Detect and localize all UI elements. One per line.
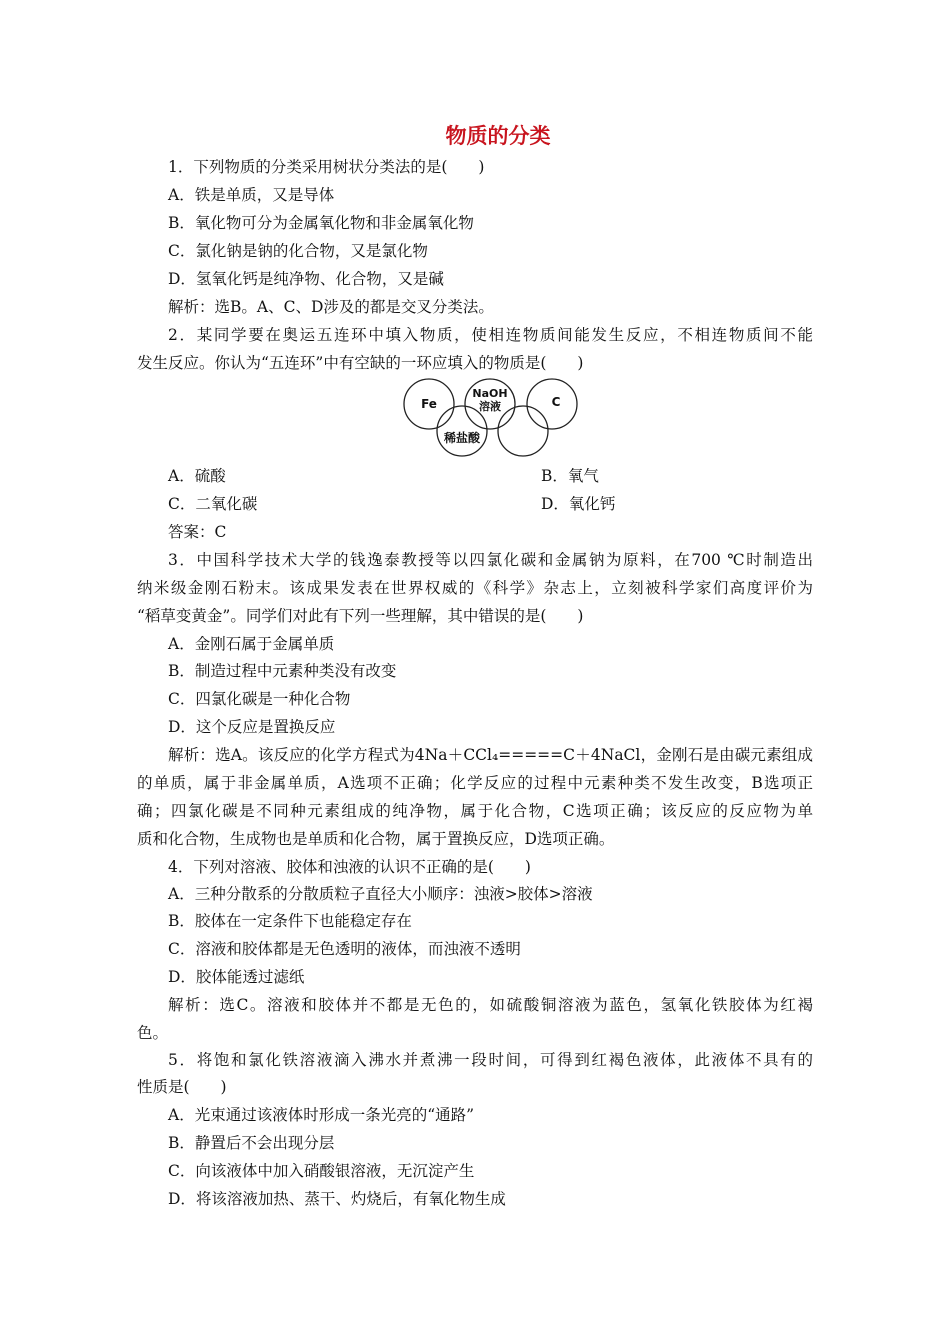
page-title: 物质的分类	[445, 124, 551, 148]
q4-analysis-line2: 色。	[137, 1024, 169, 1042]
q1-option-d: D．氢氧化钙是纯净物、化合物，又是碱	[168, 270, 444, 288]
q5-option-a: A．光束通过该液体时形成一条光亮的“通路”	[168, 1106, 475, 1124]
q2-stem-line1: 2．某同学要在奥运五连环中填入物质，使相连物质间能发生反应，不相连物质间不能	[168, 326, 813, 344]
q4-stem: 4．下列对溶液、胶体和浊液的认识不正确的是( )	[168, 858, 531, 876]
q1-analysis: 解析：选B。A、C、D涉及的都是交叉分类法。	[168, 298, 494, 316]
q3-analysis-line4: 质和化合物，生成物也是单质和化合物，属于置换反应，D选项正确。	[137, 830, 615, 848]
q3-analysis-line1: 解析：选A。该反应的化学方程式为4Na＋CCl₄=====C＋4NaCl，金刚石是由碳元素组成	[168, 746, 813, 764]
label-c: C	[551, 395, 561, 409]
q5-stem-line1: 5．将饱和氯化铁溶液滴入沸水并煮沸一段时间，可得到红褐色液体，此液体不具有的	[168, 1051, 813, 1069]
q4-analysis-line1: 解析：选C。溶液和胶体并不都是无色的，如硫酸铜溶液为蓝色，氢氧化铁胶体为红褐	[168, 996, 813, 1014]
label-naoh-line1: NaOH	[472, 387, 508, 400]
q2-option-a: A．硫酸	[168, 467, 226, 485]
q1-option-a: A．铁是单质，又是导体	[168, 186, 335, 204]
olympic-rings-diagram	[400, 376, 582, 460]
q1-option-b: B．氧化物可分为金属氧化物和非金属氧化物	[168, 214, 474, 232]
q3-stem-line2: 纳米级金刚石粉末。该成果发表在世界权威的《科学》杂志上，立刻被科学家们高度评价为	[137, 579, 813, 597]
q4-option-b: B．胶体在一定条件下也能稳定存在	[168, 912, 412, 930]
q3-stem-line1: 3．中国科学技术大学的钱逸泰教授等以四氯化碳和金属钠为原料，在700 ℃时制造出	[168, 551, 813, 569]
q2-option-c: C．二氧化碳	[168, 495, 258, 513]
label-hcl: 稀盐酸	[443, 431, 481, 445]
q5-stem-line2: 性质是( )	[137, 1078, 227, 1096]
ring-blank	[498, 406, 548, 456]
q4-option-c: C．溶液和胶体都是无色透明的液体，而浊液不透明	[168, 940, 521, 958]
q3-option-b: B．制造过程中元素种类没有改变	[168, 662, 397, 680]
q3-analysis-line3: 确；四氯化碳是不同种元素组成的纯净物，属于化合物，C选项正确；该反应的反应物为单	[137, 802, 813, 820]
q5-option-b: B．静置后不会出现分层	[168, 1134, 335, 1152]
q2-answer: 答案：C	[168, 523, 227, 541]
q2-option-d: D．氧化钙	[541, 495, 616, 513]
q3-option-d: D．这个反应是置换反应	[168, 718, 336, 736]
q3-option-c: C．四氯化碳是一种化合物	[168, 690, 351, 708]
label-naoh-line2: 溶液	[479, 400, 501, 413]
q5-option-c: C．向该液体中加入硝酸银溶液，无沉淀产生	[168, 1162, 475, 1180]
label-fe: Fe	[421, 397, 437, 411]
q4-option-a: A．三种分散系的分散质粒子直径大小顺序：浊液>胶体>溶液	[168, 885, 593, 903]
q3-option-a: A．金刚石属于金属单质	[168, 635, 335, 653]
q3-analysis-line2: 的单质，属于非金属单质，A选项不正确；化学反应的过程中元素种类不发生改变，B选项正	[137, 774, 813, 792]
q2-stem-line2: 发生反应。你认为“五连环”中有空缺的一环应填入的物质是( )	[137, 354, 584, 372]
q1-stem: 1．下列物质的分类采用树状分类法的是( )	[168, 158, 485, 176]
q3-stem-line3: “稻草变黄金”。同学们对此有下列一些理解，其中错误的是( )	[137, 607, 584, 625]
q1-option-c: C．氯化钠是钠的化合物，又是氯化物	[168, 242, 428, 260]
q2-option-b: B．氧气	[541, 467, 599, 485]
q4-option-d: D．胶体能透过滤纸	[168, 968, 305, 986]
q5-option-d: D．将该溶液加热、蒸干、灼烧后，有氧化物生成	[168, 1190, 506, 1208]
